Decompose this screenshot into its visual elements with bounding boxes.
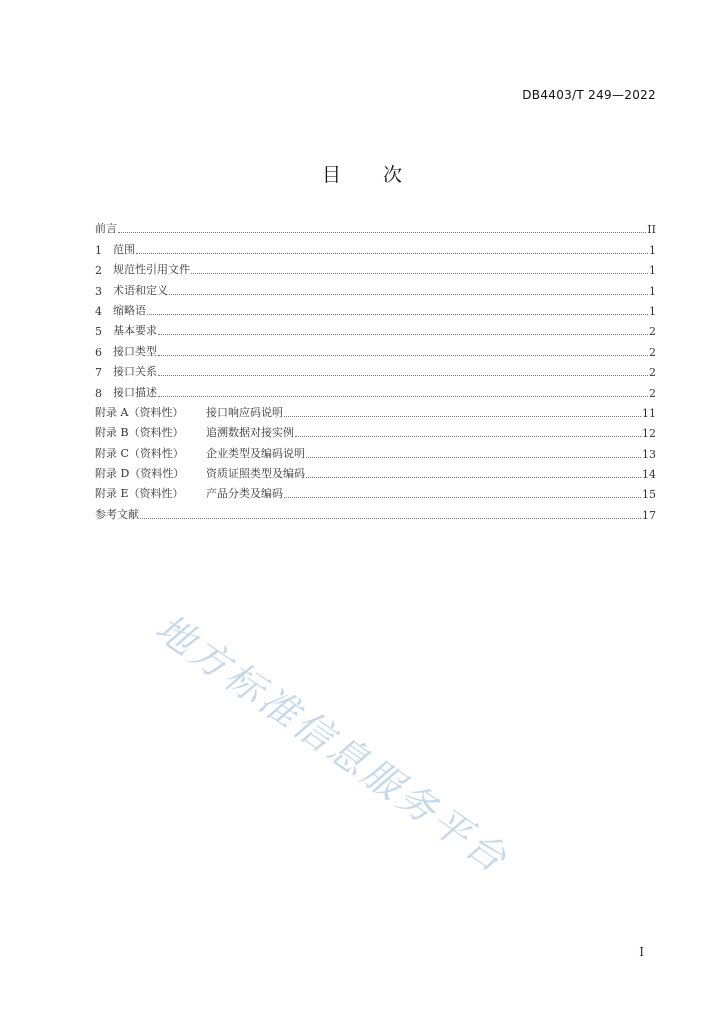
- toc-entry-label: 产品分类及编码: [206, 487, 283, 501]
- title-part-2: 次: [383, 164, 403, 186]
- toc-entry-number: 2: [95, 264, 102, 278]
- toc-entry-page: 14: [642, 468, 656, 482]
- toc-entry-section-4[interactable]: [95, 298, 656, 318]
- toc-entry-page: 1: [649, 264, 656, 278]
- table-of-contents: [95, 216, 656, 522]
- toc-entry-label: 资质证照类型及编码: [206, 467, 305, 481]
- toc-entry-page: 12: [642, 427, 656, 441]
- toc-entry-section-5[interactable]: [95, 318, 656, 338]
- toc-entry-appendix-c[interactable]: [95, 440, 656, 460]
- toc-entry-page: 15: [642, 488, 656, 502]
- toc-entry-label: 接口关系: [113, 365, 157, 379]
- dot-leader: [284, 410, 641, 417]
- dot-leader: [136, 247, 648, 254]
- toc-entry-section-7[interactable]: [95, 359, 656, 379]
- dot-leader: [158, 349, 648, 356]
- toc-entry-number: 6: [95, 345, 102, 359]
- toc-entry-number: 5: [95, 325, 102, 339]
- toc-entry-number: 附录 B（资料性）: [95, 426, 184, 440]
- toc-entry-number: 附录 A（资料性）: [95, 405, 184, 419]
- dot-leader: [118, 226, 646, 233]
- toc-entry-number: 1: [95, 243, 102, 257]
- toc-entry-page: 1: [649, 304, 656, 318]
- toc-entry-label: 接口类型: [113, 344, 157, 358]
- toc-entry-number: 附录 C（资料性）: [95, 446, 184, 460]
- dot-leader: [306, 451, 641, 458]
- toc-entry-page: 2: [649, 325, 656, 339]
- toc-entry-label: 范围: [113, 242, 135, 256]
- toc-entry-label: 参考文献: [95, 507, 139, 521]
- toc-entry-label: 接口响应码说明: [206, 405, 283, 419]
- toc-entry-number: 附录 D（资料性）: [95, 467, 185, 481]
- document-number: DB4403/T 249—2022: [522, 88, 656, 102]
- dot-leader: [140, 512, 641, 519]
- toc-entry-number: 7: [95, 366, 102, 380]
- toc-entry-section-3[interactable]: [95, 277, 656, 297]
- toc-entry-page: 1: [649, 243, 656, 257]
- toc-entry-label: 接口描述: [113, 385, 157, 399]
- toc-entry-page: 13: [642, 447, 656, 461]
- toc-entry-section-1[interactable]: [95, 236, 656, 256]
- toc-entry-label: 术语和定义: [113, 283, 168, 297]
- dot-leader: [158, 390, 648, 397]
- toc-entry-appendix-e[interactable]: [95, 481, 656, 501]
- toc-entry-label: 追溯数据对接实例: [206, 426, 294, 440]
- toc-entry-page: II: [647, 223, 656, 237]
- toc-entry-foreword[interactable]: [95, 216, 656, 236]
- toc-entry-number: 附录 E（资料性）: [95, 487, 184, 501]
- toc-entry-appendix-b[interactable]: [95, 420, 656, 440]
- toc-entry-label: 缩略语: [113, 303, 146, 317]
- toc-entry-label: 规范性引用文件: [113, 263, 190, 277]
- page-title: [0, 160, 724, 187]
- toc-entry-page: 2: [649, 386, 656, 400]
- toc-entry-label: 基本要求: [113, 324, 157, 338]
- dot-leader: [191, 267, 648, 274]
- toc-entry-page: 17: [642, 508, 656, 522]
- toc-entry-number: 8: [95, 386, 102, 400]
- toc-entry-label: 前言: [95, 222, 117, 236]
- toc-entry-section-8[interactable]: [95, 379, 656, 399]
- toc-entry-page: 2: [649, 345, 656, 359]
- page-number: I: [639, 945, 644, 959]
- toc-entry-section-6[interactable]: [95, 338, 656, 358]
- toc-entry-page: 2: [649, 366, 656, 380]
- title-part-1: 目: [321, 164, 341, 186]
- toc-entry-bibliography[interactable]: [95, 501, 656, 521]
- toc-entry-page: 1: [649, 284, 656, 298]
- dot-leader: [306, 471, 641, 478]
- dot-leader: [295, 430, 641, 437]
- toc-entry-section-2[interactable]: [95, 257, 656, 277]
- toc-entry-number: 4: [95, 304, 102, 318]
- dot-leader: [158, 328, 648, 335]
- toc-entry-label: 企业类型及编码说明: [206, 446, 305, 460]
- watermark: 地方标准信息服务平台: [147, 605, 517, 883]
- dot-leader: [169, 288, 648, 295]
- toc-entry-appendix-a[interactable]: [95, 400, 656, 420]
- dot-leader: [147, 308, 648, 315]
- dot-leader: [284, 491, 641, 498]
- dot-leader: [158, 369, 648, 376]
- toc-entry-number: 3: [95, 284, 102, 298]
- toc-entry-page: 11: [642, 406, 656, 420]
- toc-entry-appendix-d[interactable]: [95, 461, 656, 481]
